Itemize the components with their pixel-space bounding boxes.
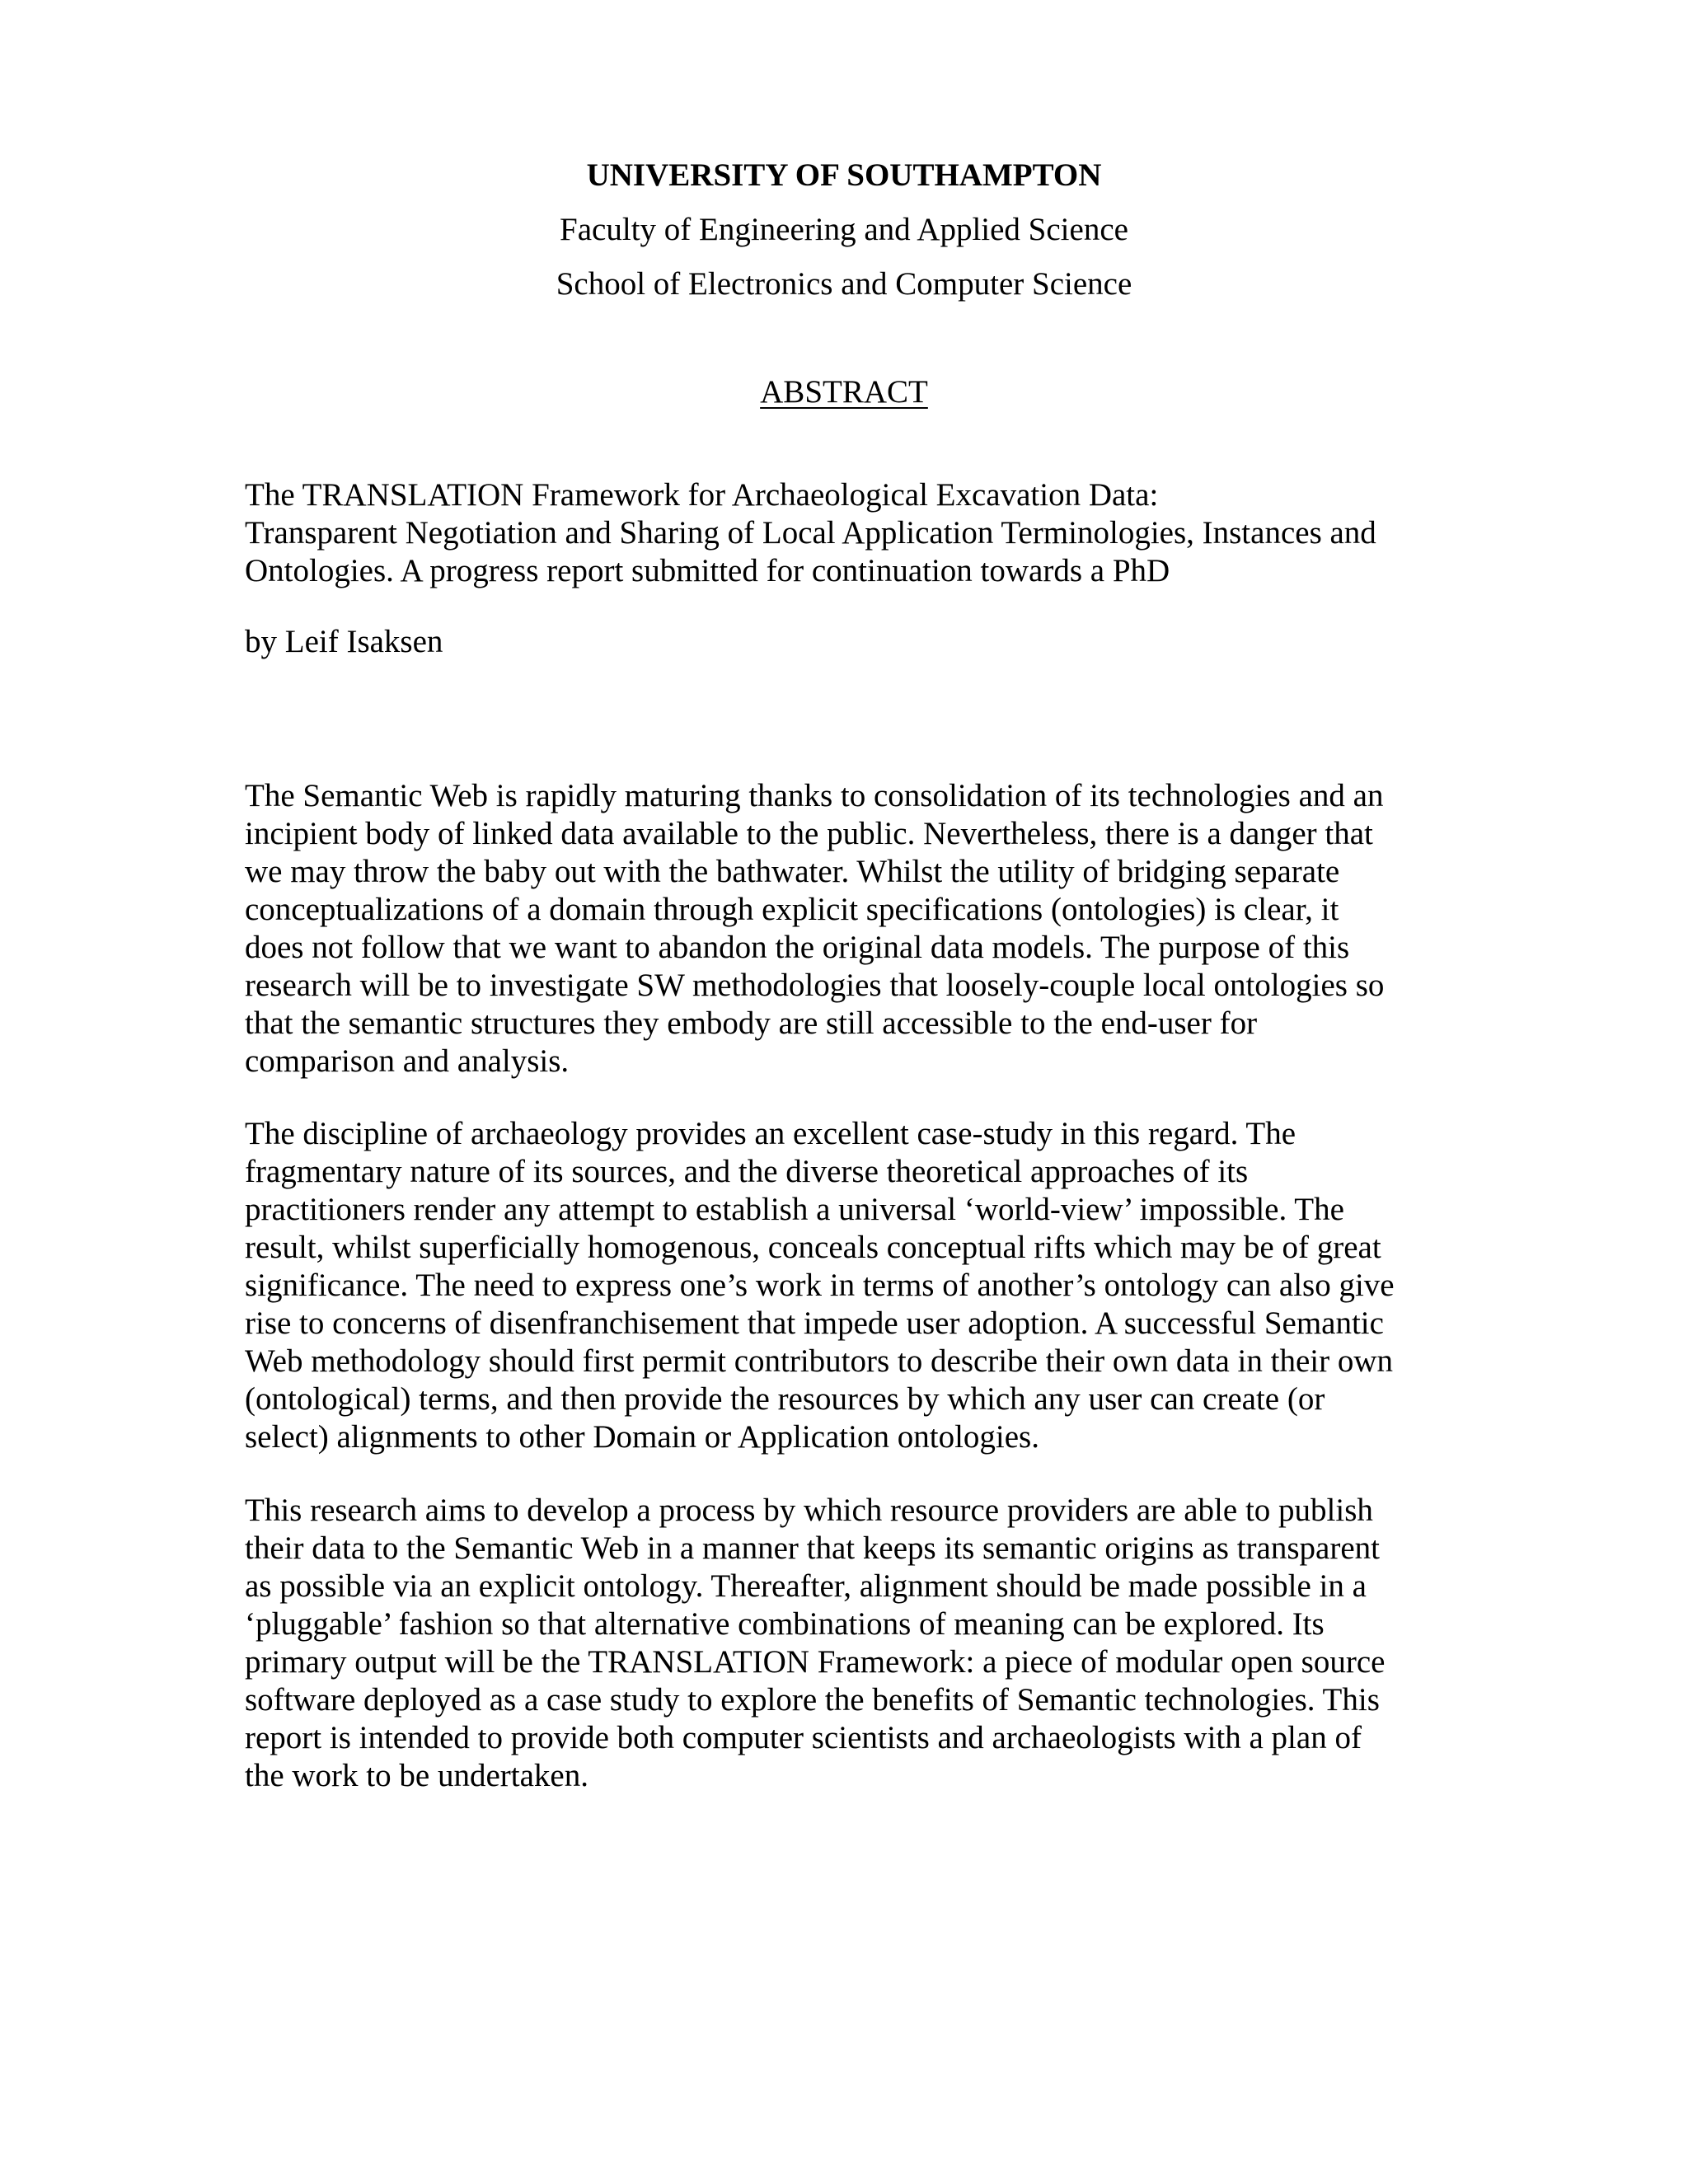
title-line: Ontologies. A progress report submitted for continuation towards a PhD [245,553,1170,588]
school-name: School of Electronics and Computer Science [556,266,1132,302]
paragraph-line: as possible via an explicit ontology. Thereafter, alignment should be made possible in a [245,1568,1367,1604]
report-title [245,476,1432,590]
author-line: by Leif Isaksen [245,624,443,659]
paragraph-line: primary output will be the TRANSLATION Framework: a piece of modular open source [245,1644,1386,1680]
paragraph-line: ‘pluggable’ fashion so that alternative combinations of meaning can be explored. Its [245,1606,1325,1642]
paragraph-line: conceptualizations of a domain through explicit specifications (ontologies) is clear, it [245,892,1339,927]
paragraph-line: that the semantic structures they embody are still accessible to the end-user for [245,1005,1258,1041]
paragraph-line: practitioners render any attempt to establish a universal ‘world-view’ impossible. The [245,1192,1344,1227]
title-line: The TRANSLATION Framework for Archaeological Excavation Data: [245,477,1159,513]
paragraph-line: their data to the Semantic Web in a manner that keeps its semantic origins as transparent [245,1530,1380,1566]
paragraph-line: significance. The need to express one’s work in terms of another’s ontology can also give [245,1268,1395,1303]
paragraph-line: rise to concerns of disenfranchisement that impede user adoption. A successful Semantic [245,1305,1384,1341]
faculty-name: Faculty of Engineering and Applied Science [560,212,1128,247]
paragraph-line: fragmentary nature of its sources, and the diverse theoretical approaches of its [245,1154,1249,1189]
abstract-paragraph-2 [245,1115,1432,1456]
title-line: Transparent Negotiation and Sharing of Local Application Terminologies, Instances and [245,515,1376,551]
paragraph-line: result, whilst superficially homogenous, conceals conceptual rifts which may be of great [245,1230,1381,1265]
paragraph-line: This research aims to develop a process by which resource providers are able to publish [245,1493,1373,1528]
abstract-heading: ABSTRACT [760,374,928,410]
abstract-paragraph-3 [245,1492,1432,1795]
paragraph-line: the work to be undertaken. [245,1758,588,1793]
university-name: UNIVERSITY OF SOUTHAMPTON [586,157,1102,193]
paragraph-line: we may throw the baby out with the bathwater. Whilst the utility of bridging separate [245,854,1340,889]
paragraph-line: comparison and analysis. [245,1043,570,1079]
paragraph-line: report is intended to provide both computer scientists and archaeologists with a plan of [245,1720,1362,1755]
paragraph-line: The Semantic Web is rapidly maturing thanks to consolidation of its technologies and an [245,778,1384,813]
paragraph-line: incipient body of linked data available to the public. Nevertheless, there is a danger that [245,816,1373,851]
paragraph-line: (ontological) terms, and then provide the resources by which any user can create (or [245,1381,1325,1417]
paragraph-line: research will be to investigate SW methodologies that loosely-couple local ontologies so [245,968,1385,1003]
paragraph-line: The discipline of archaeology provides an excellent case-study in this regard. The [245,1116,1296,1151]
abstract-paragraph-1 [245,777,1432,1080]
paragraph-line: Web methodology should first permit contributors to describe their own data in their own [245,1343,1393,1379]
paragraph-line: software deployed as a case study to explore the benefits of Semantic technologies. This [245,1682,1380,1718]
paragraph-line: does not follow that we want to abandon the original data models. The purpose of this [245,930,1350,965]
paragraph-line: select) alignments to other Domain or Application ontologies. [245,1419,1039,1455]
